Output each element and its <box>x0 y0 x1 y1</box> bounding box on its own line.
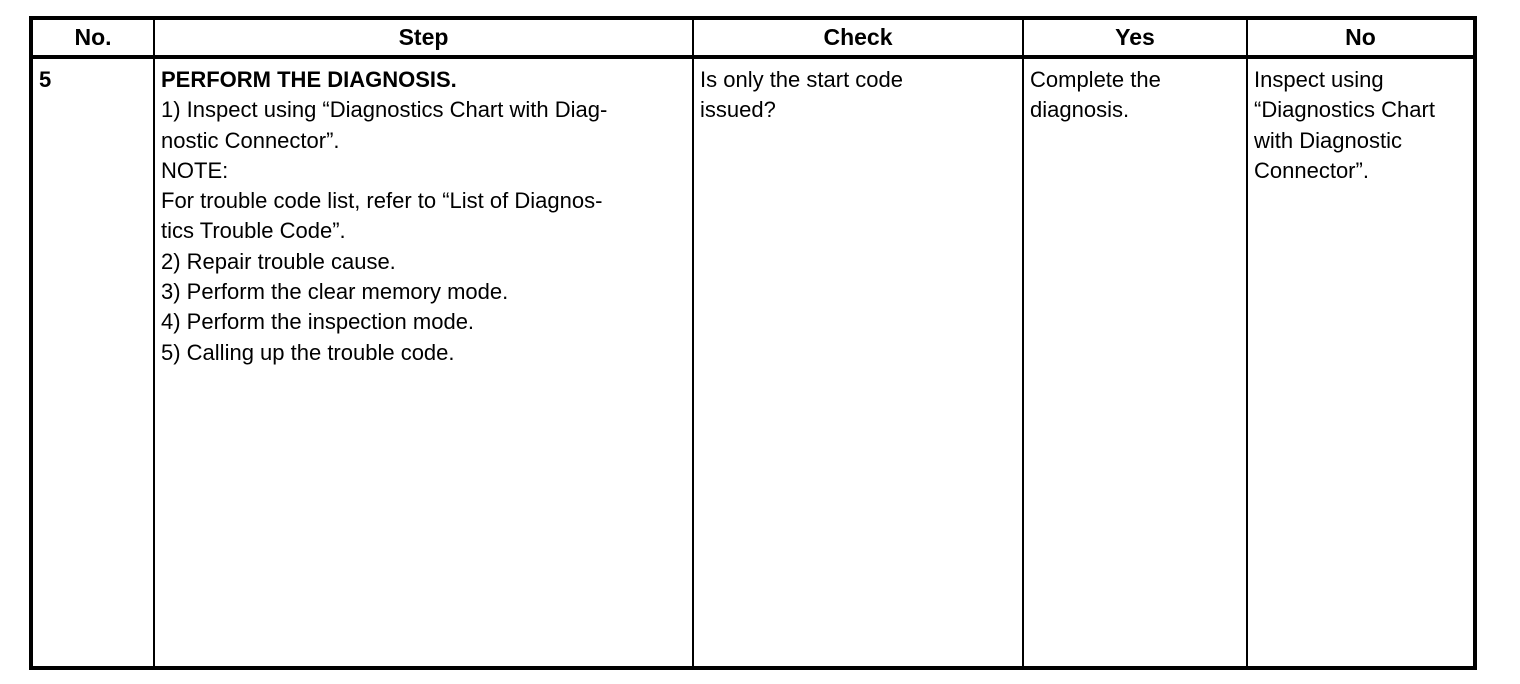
header-no: No. <box>31 18 154 57</box>
no-result-line: “Diagnostics Chart <box>1254 97 1435 123</box>
step-line: nostic Connector”. <box>161 127 340 153</box>
step-line: 3) Perform the clear memory mode. <box>161 279 509 305</box>
step-line: 4) Perform the inspection mode. <box>161 309 475 335</box>
header-yes: Yes <box>1023 18 1247 57</box>
cell-yes <box>1023 57 1247 668</box>
step-line: 1) Inspect using “Diagnostics Chart with Diag- <box>161 97 608 123</box>
cell-no-result <box>1247 57 1475 668</box>
step-number: 5 <box>39 67 52 92</box>
no-result-line: with Diagnostic <box>1254 127 1402 153</box>
step-line: tics Trouble Code”. <box>161 218 346 244</box>
step-line: 5) Calling up the trouble code. <box>161 339 455 365</box>
step-line: NOTE: <box>161 157 229 183</box>
header-row <box>31 18 1475 57</box>
yes-line: Complete the <box>1030 67 1161 92</box>
check-line: issued? <box>700 97 776 123</box>
cell-step <box>154 57 693 668</box>
no-result-line: Inspect using <box>1254 67 1384 92</box>
header-check: Check <box>693 18 1023 57</box>
header-no-result: No <box>1247 18 1475 57</box>
yes-line: diagnosis. <box>1030 97 1130 123</box>
cell-check <box>693 57 1023 668</box>
diagnosis-table <box>29 16 1477 670</box>
header-step: Step <box>154 18 693 57</box>
table-row <box>31 57 1475 668</box>
no-result-line: Connector”. <box>1254 157 1369 183</box>
step-line: For trouble code list, refer to “List of Diagnos- <box>161 188 603 214</box>
cell-no <box>31 57 154 668</box>
check-line: Is only the start code <box>700 67 903 92</box>
step-title: PERFORM THE DIAGNOSIS. <box>161 67 457 92</box>
step-line: 2) Repair trouble cause. <box>161 248 396 274</box>
